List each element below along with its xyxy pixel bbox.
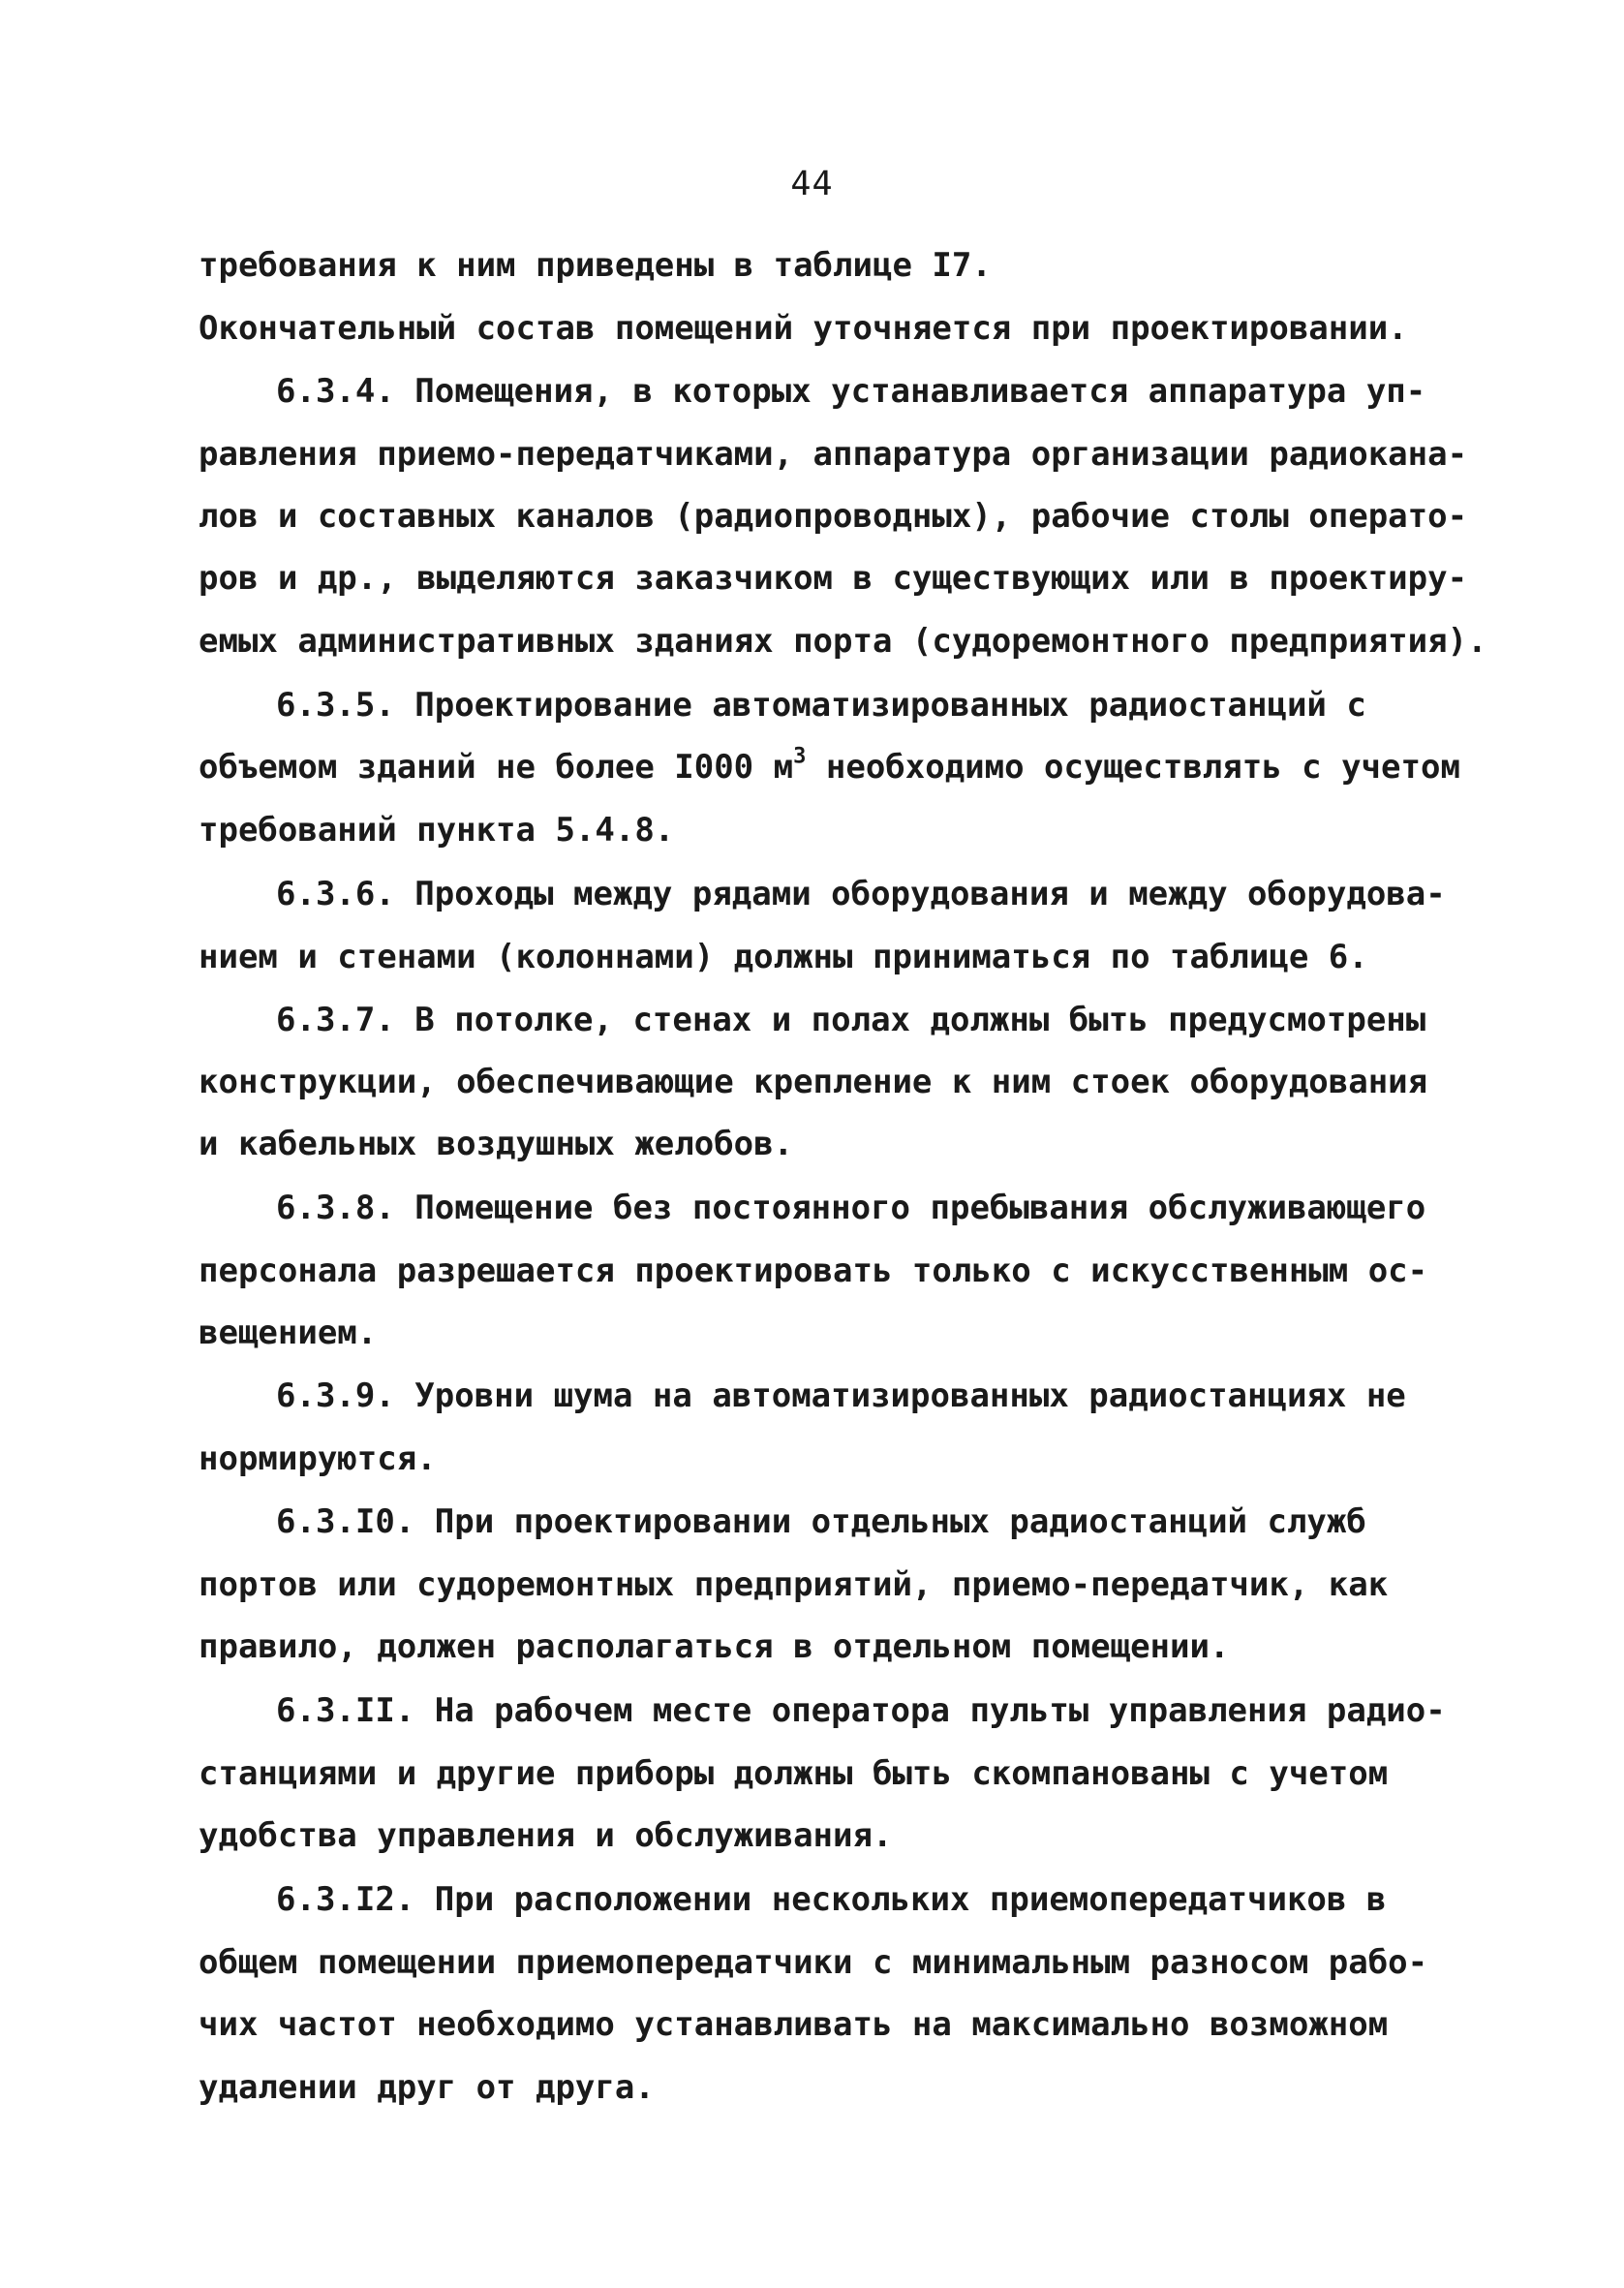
paragraph-6-3-6-line-2: нием и стенами (колоннами) должны приниматься по таблице 6. <box>199 938 1368 976</box>
paragraph-6-3-7-line-1: 6.3.7. В потолке, стенах и полах должны быть предусмотрены <box>276 1001 1426 1039</box>
paragraph-6-3-10-line-1: 6.3.I0. При проектировании отдельных радиостанций служб <box>276 1502 1366 1541</box>
paragraph-6-3-11-line-1: 6.3.II. На рабочем месте оператора пульты управления радио- <box>276 1691 1446 1730</box>
paragraph-6-3-7-line-3: и кабельных воздушных желобов. <box>199 1125 794 1163</box>
paragraph-6-3-4-line-3: лов и составных каналов (радиопроводных), рабочие столы операто- <box>199 497 1468 536</box>
page-number: 44 <box>790 165 834 203</box>
paragraph-6-3-12-line-1: 6.3.I2. При расположении нескольких приемопередатчиков в <box>276 1880 1387 1919</box>
paragraph-6-3-10-line-2: портов или судоремонтных предприятий, приемо-передатчик, как <box>199 1565 1389 1604</box>
paragraph-6-3-8-line-1: 6.3.8. Помещение без постоянного пребывания обслуживающего <box>276 1189 1426 1227</box>
paragraph-6-3-8-line-3: вещением. <box>199 1314 378 1352</box>
paragraph-6-3-8-line-2: персонала разрешается проектировать только с искусственным ос- <box>199 1252 1428 1290</box>
paragraph-6-3-5-line-2-part-1: объемом зданий не более I000 м <box>199 748 794 787</box>
paragraph-6-3-12-line-3: чих частот необходимо устанавливать на максимально возможном <box>199 2005 1389 2044</box>
paragraph-6-3-4-line-4: ров и др., выделяются заказчиком в существующих или в проектиру- <box>199 559 1468 598</box>
paragraph-6-3-4-line-2: равления приемо-передатчиками, аппаратура организации радиокана- <box>199 435 1468 474</box>
paragraph-6-3-12-line-2: общем помещении приемопередатчики с минимальным разносом рабо- <box>199 1943 1428 1982</box>
superscript-three: 3 <box>793 743 807 769</box>
text-line-2: Окончательный состав помещений уточняется при проектировании. <box>199 309 1408 348</box>
paragraph-6-3-11-line-3: удобства управления и обслуживания. <box>199 1816 893 1855</box>
paragraph-6-3-4-line-1: 6.3.4. Помещения, в которых устанавливается аппаратура уп- <box>276 372 1426 411</box>
paragraph-6-3-9-line-2: нормируются. <box>199 1439 437 1478</box>
paragraph-6-3-5-line-1: 6.3.5. Проектирование автоматизированных радиостанций с <box>276 686 1366 725</box>
paragraph-6-3-6-line-1: 6.3.6. Проходы между рядами оборудования и между оборудова- <box>276 875 1446 913</box>
paragraph-6-3-12-line-4: удалении друг от друга. <box>199 2068 655 2107</box>
text-line-1: требования к ним приведены в таблице I7. <box>199 246 992 285</box>
paragraph-6-3-5-line-3: требований пункта 5.4.8. <box>199 811 675 850</box>
paragraph-6-3-4-line-5: емых административных зданиях порта (судоремонтного предприятия). <box>199 622 1487 661</box>
paragraph-6-3-5-line-2-part-2: необходимо осуществлять с учетом <box>806 748 1460 787</box>
paragraph-6-3-7-line-2: конструкции, обеспечивающие крепление к ним стоек оборудования <box>199 1063 1428 1101</box>
paragraph-6-3-5-line-2 <box>199 743 1460 787</box>
paragraph-6-3-11-line-2: станциями и другие приборы должны быть скомпанованы с учетом <box>199 1754 1389 1793</box>
paragraph-6-3-10-line-3: правило, должен располагаться в отдельном помещении. <box>199 1627 1230 1666</box>
paragraph-6-3-9-line-1: 6.3.9. Уровни шума на автоматизированных радиостанциях не <box>276 1376 1406 1415</box>
